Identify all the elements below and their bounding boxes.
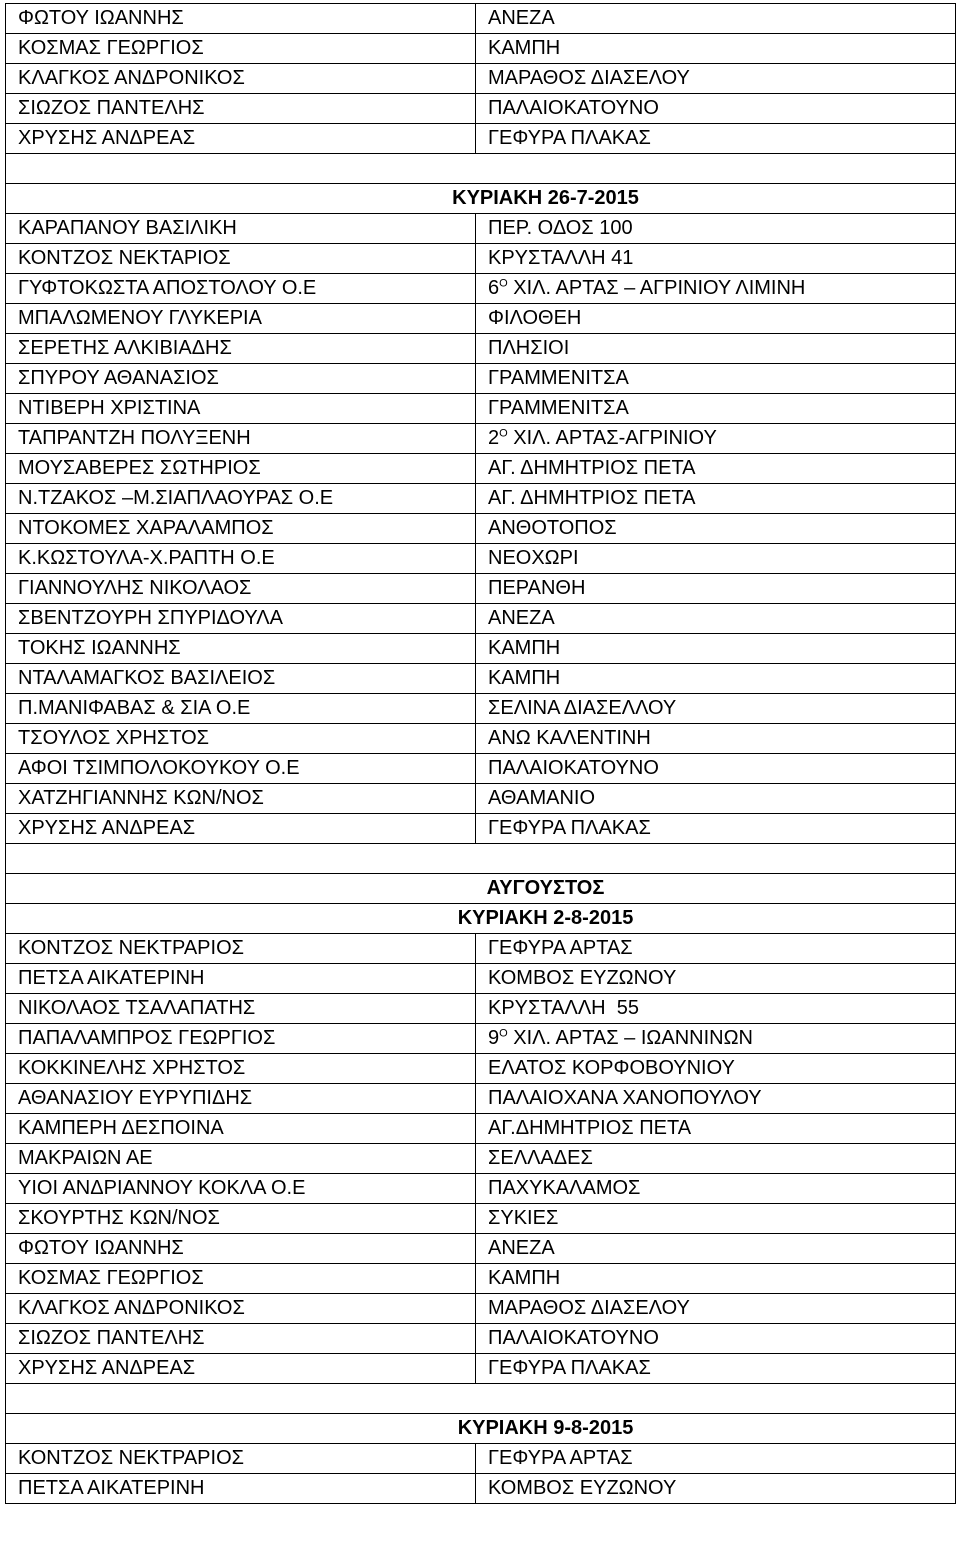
location-cell [476,1174,956,1204]
location-cell [476,1474,956,1504]
location-text: ΜΑΡΑΘΟΣ ΔΙΑΣΕΛΟΥ [488,67,690,89]
location-cell [476,244,956,274]
pharmacy-name-cell: ΧΑΤΖΗΓΙΑΝΝΗΣ ΚΩΝ/ΝΟΣ [6,784,476,814]
pharmacy-name-cell: ΠΑΠΑΛΑΜΠΡΟΣ ΓΕΩΡΓΙΟΣ [6,1024,476,1054]
location-text: ΦΙΛΟΘΕΗ [488,307,582,329]
location-cell [476,214,956,244]
location-text: ΑΝΕΖΑ [488,7,555,29]
schedule-row [6,1354,956,1384]
location-number: 9 [488,1027,500,1049]
schedule-row [6,604,956,634]
schedule-row [6,814,956,844]
location-cell [476,1054,956,1084]
location-cell [476,34,956,64]
pharmacy-name-cell: ΦΩΤΟΥ ΙΩΑΝΝΗΣ [6,4,476,34]
pharmacy-name-cell: ΜΑΚΡΑΙΩΝ ΑΕ [6,1144,476,1174]
date-heading-row [6,1414,956,1444]
schedule-row [6,1024,956,1054]
pharmacy-name-cell: Π.ΜΑΝΙΦΑΒΑΣ & ΣΙΑ Ο.Ε [6,694,476,724]
location-text: ΚΑΜΠΗ [488,37,561,59]
date-heading-row [6,904,956,934]
date-heading: ΑΥΓΟΥΣΤΟΣ [6,874,956,904]
location-cell [476,94,956,124]
location-cell [476,514,956,544]
location-text: ΕΛΑΤΟΣ ΚΟΡΦΟΒΟΥΝΙΟΥ [488,1057,735,1079]
date-heading-row [6,874,956,904]
blank-cell [6,844,956,874]
location-cell [476,604,956,634]
location-text: ΚΟΜΒΟΣ ΕΥΖΩΝΟΥ [488,967,677,989]
location-text: ΚΑΜΠΗ [488,637,561,659]
pharmacy-name-cell: ΝΤΙΒΕΡΗ ΧΡΙΣΤΙΝΑ [6,394,476,424]
location-cell [476,4,956,34]
schedule-row [6,424,956,454]
location-text: ΠΑΛΑΙΟΚΑΤΟΥΝΟ [488,97,659,119]
location-cell [476,454,956,484]
location-cell [476,1204,956,1234]
schedule-row [6,964,956,994]
schedule-row [6,724,956,754]
location-cell [476,664,956,694]
location-cell [476,364,956,394]
schedule-row [6,934,956,964]
schedule-row [6,574,956,604]
location-cell [476,274,956,304]
schedule-row [6,1114,956,1144]
location-cell [476,304,956,334]
pharmacy-name-cell: ΣΕΡΕΤΗΣ ΑΛΚΙΒΙΑΔΗΣ [6,334,476,364]
location-text: ΑΝΕΖΑ [488,607,555,629]
location-text: ΑΓ. ΔΗΜΗΤΡΙΟΣ ΠΕΤΑ [488,487,696,509]
schedule-row [6,454,956,484]
schedule-row [6,694,956,724]
location-cell [476,544,956,574]
schedule-row [6,994,956,1024]
location-cell [476,64,956,94]
schedule-row [6,1264,956,1294]
pharmacy-name-cell: ΑΘΑΝΑΣΙΟΥ ΕΥΡΥΠΙΔΗΣ [6,1084,476,1114]
pharmacy-name-cell: ΚΟΝΤΖΟΣ ΝΕΚΤΡΑΡΙΟΣ [6,1444,476,1474]
schedule-row [6,1054,956,1084]
pharmacy-name-cell: ΚΟΣΜΑΣ ΓΕΩΡΓΙΟΣ [6,1264,476,1294]
location-text: ΓΕΦΥΡΑ ΠΛΑΚΑΣ [488,1357,651,1379]
pharmacy-name-cell: ΠΕΤΣΑ ΑΙΚΑΤΕΡΙΝΗ [6,964,476,994]
schedule-row [6,304,956,334]
pharmacy-name-cell: ΝΤΑΛΑΜΑΓΚΟΣ ΒΑΣΙΛΕΙΟΣ [6,664,476,694]
location-cell [476,694,956,724]
pharmacy-name-cell: ΚΑΜΠΕΡΗ ΔΕΣΠΟΙΝΑ [6,1114,476,1144]
schedule-row [6,1204,956,1234]
location-text: ΧΙΛ. ΑΡΤΑΣ – ΙΩΑΝΝΙΝΩΝ [507,1027,753,1049]
schedule-row [6,1324,956,1354]
location-text: ΠΕΡΑΝΘΗ [488,577,586,599]
location-text: ΑΓ. ΔΗΜΗΤΡΙΟΣ ΠΕΤΑ [488,457,696,479]
location-text: ΠΛΗΣΙΟΙ [488,337,570,359]
pharmacy-name-cell: ΝΙΚΟΛΑΟΣ ΤΣΑΛΑΠΑΤΗΣ [6,994,476,1024]
location-text: ΧΙΛ. ΑΡΤΑΣ – ΑΓΡΙΝΙΟΥ ΛΙΜΙΝΗ [507,277,806,299]
pharmacy-name-cell: ΜΠΑΛΩΜΕΝΟΥ ΓΛΥΚΕΡΙΑ [6,304,476,334]
location-cell [476,394,956,424]
location-cell [476,994,956,1024]
location-cell [476,1114,956,1144]
schedule-row [6,1444,956,1474]
date-heading-row [6,184,956,214]
location-text: ΣΕΛΙΝΑ ΔΙΑΣΕΛΛΟΥ [488,697,677,719]
location-text: ΑΘΑΜΑΝΙΟ [488,787,596,809]
location-superscript: Ο [499,1027,508,1040]
blank-cell [6,154,956,184]
location-text: ΚΟΜΒΟΣ ΕΥΖΩΝΟΥ [488,1477,677,1499]
pharmacy-name-cell: ΣΠΥΡΟΥ ΑΘΑΝΑΣΙΟΣ [6,364,476,394]
schedule-table [5,3,956,1504]
location-text: ΚΑΜΠΗ [488,667,561,689]
location-text: ΠΑΛΑΙΟΚΑΤΟΥΝΟ [488,757,659,779]
location-cell [476,1294,956,1324]
location-superscript: Ο [499,427,508,440]
pharmacy-name-cell: ΜΟΥΣΑΒΕΡΕΣ ΣΩΤΗΡΙΟΣ [6,454,476,484]
pharmacy-name-cell: ΧΡΥΣΗΣ ΑΝΔΡΕΑΣ [6,124,476,154]
location-cell [476,814,956,844]
pharmacy-name-cell: ΑΦΟΙ ΤΣΙΜΠΟΛΟΚΟΥΚΟΥ Ο.Ε [6,754,476,784]
location-cell [476,784,956,814]
location-text: ΑΝΕΖΑ [488,1237,555,1259]
blank-row [6,154,956,184]
pharmacy-name-cell: ΣΒΕΝΤΖΟΥΡΗ ΣΠΥΡΙΔΟΥΛΑ [6,604,476,634]
location-text: ΓΕΦΥΡΑ ΠΛΑΚΑΣ [488,817,651,839]
pharmacy-name-cell: ΣΙΩΖΟΣ ΠΑΝΤΕΛΗΣ [6,1324,476,1354]
location-cell [476,1264,956,1294]
location-cell [476,724,956,754]
schedule-row [6,34,956,64]
schedule-row [6,1174,956,1204]
location-cell [476,964,956,994]
location-cell [476,754,956,784]
pharmacy-name-cell: ΥΙΟΙ ΑΝΔΡΙΑΝΝΟΥ ΚΟΚΛΑ Ο.Ε [6,1174,476,1204]
schedule-row [6,124,956,154]
blank-row [6,1384,956,1414]
pharmacy-name-cell: ΓΥΦΤΟΚΩΣΤΑ ΑΠΟΣΤΟΛΟΥ Ο.Ε [6,274,476,304]
location-cell [476,1324,956,1354]
pharmacy-name-cell: ΚΛΑΓΚΟΣ ΑΝΔΡΟΝΙΚΟΣ [6,64,476,94]
schedule-row [6,214,956,244]
location-text: ΜΑΡΑΘΟΣ ΔΙΑΣΕΛΟΥ [488,1297,690,1319]
location-cell [476,1144,956,1174]
schedule-row [6,784,956,814]
location-cell [476,1444,956,1474]
location-cell [476,934,956,964]
location-number: 2 [488,427,500,449]
location-cell [476,634,956,664]
schedule-row [6,1084,956,1114]
location-superscript: Ο [499,277,508,290]
pharmacy-name-cell: ΚΟΝΤΖΟΣ ΝΕΚΤΡΑΡΙΟΣ [6,934,476,964]
schedule-row [6,1144,956,1174]
location-text: ΣΥΚΙΕΣ [488,1207,559,1229]
schedule-table-body [6,4,956,1504]
location-cell [476,1234,956,1264]
location-text: ΚΑΜΠΗ [488,1267,561,1289]
pharmacy-name-cell: ΝΤΟΚΟΜΕΣ ΧΑΡΑΛΑΜΠΟΣ [6,514,476,544]
pharmacy-name-cell: ΧΡΥΣΗΣ ΑΝΔΡΕΑΣ [6,814,476,844]
pharmacy-name-cell: ΚΟΚΚΙΝΕΛΗΣ ΧΡΗΣΤΟΣ [6,1054,476,1084]
schedule-row [6,64,956,94]
pharmacy-name-cell: ΣΙΩΖΟΣ ΠΑΝΤΕΛΗΣ [6,94,476,124]
location-cell [476,1354,956,1384]
pharmacy-name-cell: ΤΟΚΗΣ ΙΩΑΝΝΗΣ [6,634,476,664]
location-text: ΓΕΦΥΡΑ ΑΡΤΑΣ [488,937,633,959]
location-text: ΠΑΛΑΙΟΧΑΝΑ ΧΑΝΟΠΟΥΛΟΥ [488,1087,762,1109]
schedule-row [6,94,956,124]
location-text: ΓΕΦΥΡΑ ΑΡΤΑΣ [488,1447,633,1469]
pharmacy-name-cell: ΤΣΟΥΛΟΣ ΧΡΗΣΤΟΣ [6,724,476,754]
location-cell [476,574,956,604]
blank-row [6,844,956,874]
date-heading: ΚΥΡΙΑΚΗ 26-7-2015 [6,184,956,214]
location-cell [476,1024,956,1054]
location-text: ΠΑΧΥΚΑΛΑΜΟΣ [488,1177,641,1199]
pharmacy-name-cell: ΚΟΝΤΖΟΣ ΝΕΚΤΑΡΙΟΣ [6,244,476,274]
schedule-row [6,1294,956,1324]
schedule-row [6,364,956,394]
pharmacy-name-cell: ΚΑΡΑΠΑΝΟΥ ΒΑΣΙΛΙΚΗ [6,214,476,244]
schedule-row [6,394,956,424]
schedule-row [6,514,956,544]
location-text: ΑΝΩ ΚΑΛΕΝΤΙΝΗ [488,727,651,749]
schedule-row [6,544,956,574]
pharmacy-name-cell: ΓΙΑΝΝΟΥΛΗΣ ΝΙΚΟΛΑΟΣ [6,574,476,604]
schedule-row [6,274,956,304]
pharmacy-name-cell: ΤΑΠΡΑΝΤΖΗ ΠΟΛΥΞΕΝΗ [6,424,476,454]
location-number: 6 [488,277,500,299]
location-text: ΓΕΦΥΡΑ ΠΛΑΚΑΣ [488,127,651,149]
pharmacy-name-cell: ΚΛΑΓΚΟΣ ΑΝΔΡΟΝΙΚΟΣ [6,1294,476,1324]
location-text: ΝΕΟΧΩΡΙ [488,547,579,569]
location-text: ΓΡΑΜΜΕΝΙΤΣΑ [488,397,629,419]
schedule-row [6,754,956,784]
schedule-row [6,484,956,514]
date-heading: ΚΥΡΙΑΚΗ 2-8-2015 [6,904,956,934]
schedule-row [6,4,956,34]
location-text: ΑΓ.ΔΗΜΗΤΡΙΟΣ ΠΕΤΑ [488,1117,692,1139]
location-text: ΣΕΛΛΑΔΕΣ [488,1147,593,1169]
pharmacy-name-cell: ΦΩΤΟΥ ΙΩΑΝΝΗΣ [6,1234,476,1264]
location-cell [476,424,956,454]
schedule-row [6,1234,956,1264]
location-cell [476,124,956,154]
schedule-row [6,634,956,664]
location-cell [476,1084,956,1114]
location-text: ΚΡΥΣΤΑΛΛΗ 41 [488,247,634,269]
location-text: ΠΕΡ. ΟΔΟΣ 100 [488,217,633,239]
location-text: ΚΡΥΣΤΑΛΛΗ 55 [488,997,639,1019]
schedule-row [6,1474,956,1504]
location-cell [476,484,956,514]
location-text: ΓΡΑΜΜΕΝΙΤΣΑ [488,367,629,389]
date-heading: ΚΥΡΙΑΚΗ 9-8-2015 [6,1414,956,1444]
location-text: ΧΙΛ. ΑΡΤΑΣ-ΑΓΡΙΝΙΟΥ [507,427,717,449]
schedule-row [6,664,956,694]
pharmacy-name-cell: ΧΡΥΣΗΣ ΑΝΔΡΕΑΣ [6,1354,476,1384]
schedule-row [6,334,956,364]
pharmacy-name-cell: ΚΟΣΜΑΣ ΓΕΩΡΓΙΟΣ [6,34,476,64]
location-text: ΠΑΛΑΙΟΚΑΤΟΥΝΟ [488,1327,659,1349]
location-cell [476,334,956,364]
pharmacy-name-cell: ΠΕΤΣΑ ΑΙΚΑΤΕΡΙΝΗ [6,1474,476,1504]
pharmacy-name-cell: ΣΚΟΥΡΤΗΣ ΚΩΝ/ΝΟΣ [6,1204,476,1234]
blank-cell [6,1384,956,1414]
schedule-row [6,244,956,274]
pharmacy-name-cell: Κ.ΚΩΣΤΟΥΛΑ-Χ.ΡΑΠΤΗ Ο.Ε [6,544,476,574]
location-text: ΑΝΘΟΤΟΠΟΣ [488,517,617,539]
pharmacy-name-cell: Ν.ΤΖΑΚΟΣ –Μ.ΣΙΑΠΛΑΟΥΡΑΣ Ο.Ε [6,484,476,514]
